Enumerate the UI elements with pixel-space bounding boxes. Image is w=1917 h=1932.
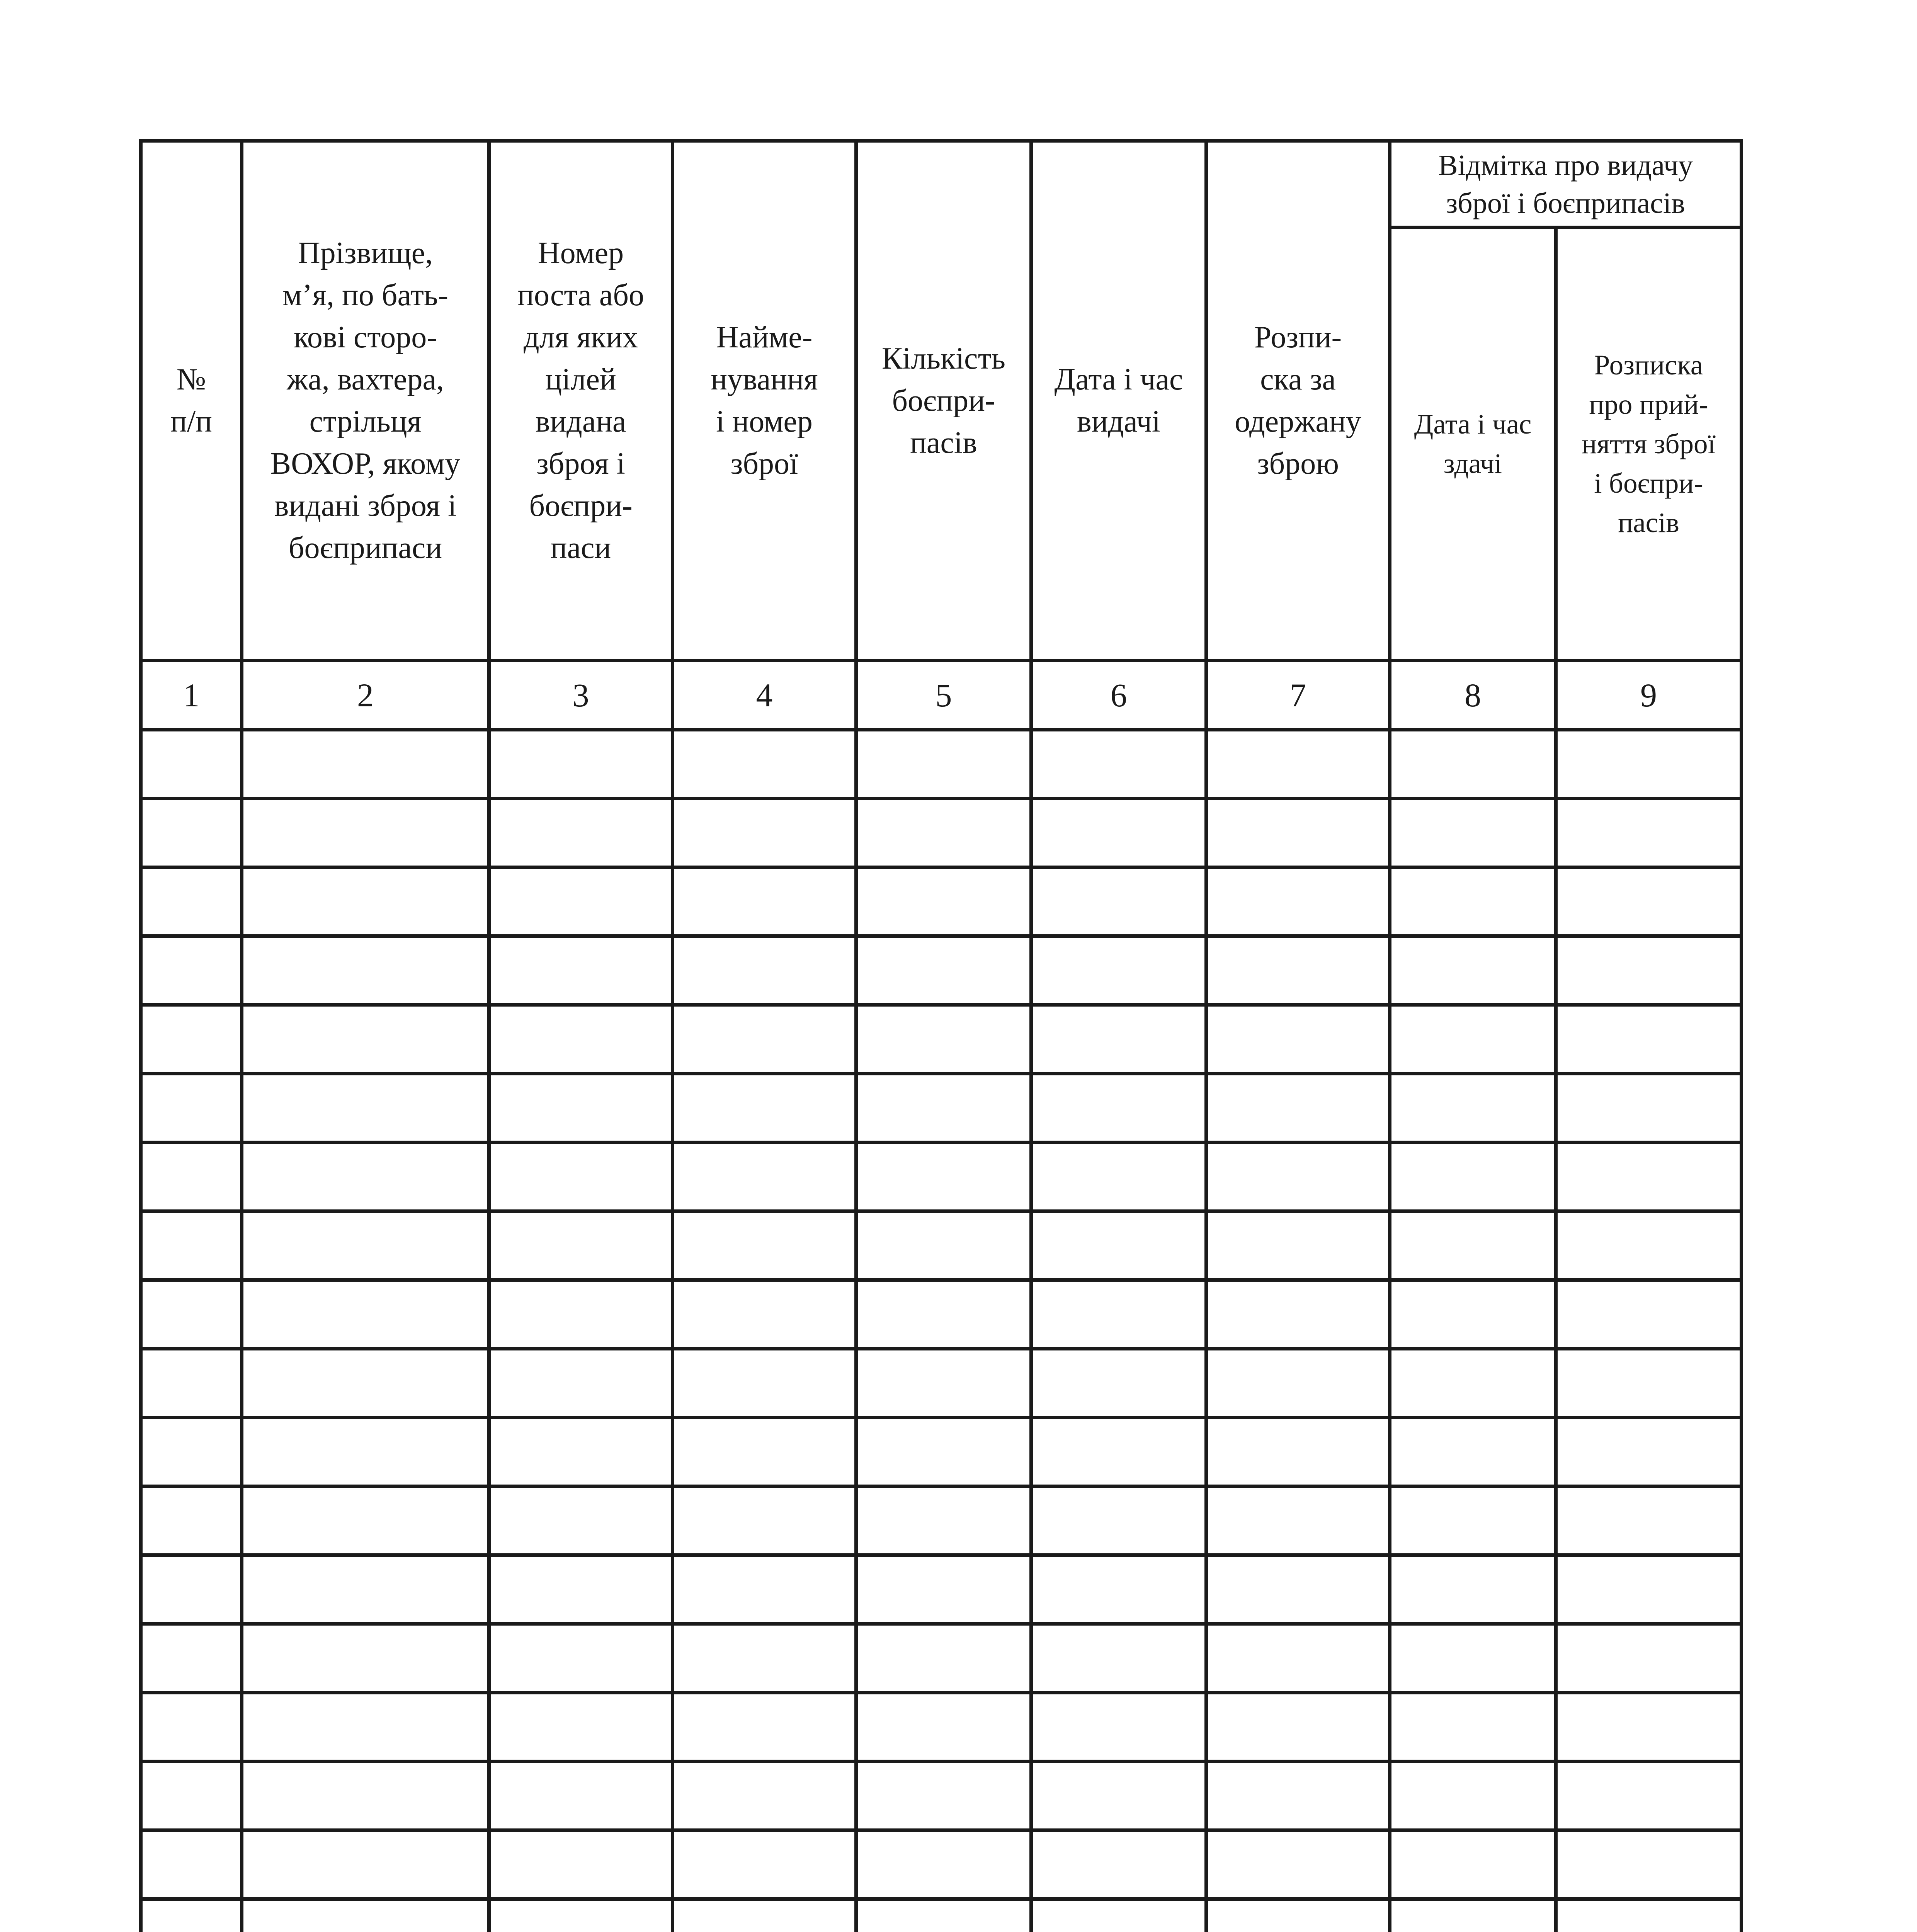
blank-entry-row (141, 1555, 1742, 1624)
blank-entry-cell[interactable] (856, 1143, 1031, 1211)
weapons-issue-register-table (139, 139, 1743, 1932)
blank-entry-cell[interactable] (856, 1074, 1031, 1143)
blank-entry-cell[interactable] (489, 1555, 673, 1624)
header-text-line: паси (550, 531, 611, 565)
blank-entry-cell[interactable] (1390, 1830, 1556, 1899)
blank-entry-cell[interactable] (141, 1830, 242, 1899)
blank-entry-cell[interactable] (1556, 1211, 1742, 1280)
blank-entry-cell[interactable] (1031, 799, 1206, 867)
blank-entry-cell[interactable] (1390, 799, 1556, 867)
blank-entry-cell[interactable] (1390, 1005, 1556, 1074)
blank-entry-row (141, 1486, 1742, 1555)
header-text-line: Розписка (1594, 349, 1703, 381)
header-text-line: Кількість (881, 341, 1006, 376)
blank-entry-cell[interactable] (489, 799, 673, 867)
blank-entry-cell[interactable] (1390, 1349, 1556, 1418)
blank-entry-cell[interactable] (242, 1005, 489, 1074)
blank-entry-cell[interactable] (141, 1005, 242, 1074)
blank-entry-cell[interactable] (141, 936, 242, 1005)
blank-entry-cell[interactable] (1206, 1486, 1390, 1555)
header-row-top (141, 141, 1742, 228)
blank-entry-cell[interactable] (1390, 1762, 1556, 1830)
column-number-cell: 2 (242, 661, 489, 730)
blank-entry-cell[interactable] (1031, 1280, 1206, 1349)
blank-entry-cell[interactable] (489, 1624, 673, 1693)
blank-entry-cell[interactable] (1390, 1624, 1556, 1693)
blank-entry-cell[interactable] (1031, 1005, 1206, 1074)
blank-entry-cell[interactable] (1206, 1899, 1390, 1932)
blank-entry-cell[interactable] (856, 1486, 1031, 1555)
blank-entry-cell[interactable] (242, 1143, 489, 1211)
header-text-line: зброю (1257, 447, 1339, 481)
blank-entry-cell[interactable] (673, 1624, 856, 1693)
blank-entry-cell[interactable] (856, 1349, 1031, 1418)
blank-entry-row (141, 867, 1742, 936)
header-issue-datetime-cell (1031, 141, 1206, 661)
blank-entry-cell[interactable] (1556, 1418, 1742, 1486)
blank-entry-cell[interactable] (1556, 936, 1742, 1005)
header-text-line: няття зброї (1582, 428, 1716, 460)
blank-entry-row (141, 1830, 1742, 1899)
blank-entry-cell[interactable] (856, 1762, 1031, 1830)
header-text-line: Дата і час (1414, 408, 1532, 440)
blank-entry-cell[interactable] (242, 1899, 489, 1932)
blank-entry-cell[interactable] (856, 1418, 1031, 1486)
blank-entry-cell[interactable] (242, 799, 489, 867)
blank-entry-row (141, 1211, 1742, 1280)
blank-entry-cell[interactable] (141, 1762, 242, 1830)
header-surname-cell (242, 141, 489, 661)
header-text-line: боєпри- (529, 489, 633, 523)
blank-entry-cell[interactable] (1556, 1349, 1742, 1418)
header-text-line: зброї (730, 447, 798, 481)
blank-entry-cell[interactable] (1556, 1762, 1742, 1830)
blank-entry-cell[interactable] (141, 1555, 242, 1624)
blank-entry-cell[interactable] (1390, 1143, 1556, 1211)
header-text-line: цілей (545, 362, 616, 397)
blank-entry-cell[interactable] (1206, 1830, 1390, 1899)
blank-entry-row (141, 1624, 1742, 1693)
header-text-line: боєприпаси (288, 531, 442, 565)
blank-entry-cell[interactable] (489, 1143, 673, 1211)
blank-entry-cell[interactable] (1031, 1349, 1206, 1418)
header-text-line: кові сторо- (294, 320, 437, 355)
blank-entry-cell[interactable] (1390, 1418, 1556, 1486)
blank-entry-cell[interactable] (1556, 1830, 1742, 1899)
blank-entry-cell[interactable] (242, 1762, 489, 1830)
blank-entry-cell[interactable] (856, 867, 1031, 936)
blank-entry-cell[interactable] (673, 1693, 856, 1762)
header-text-line: і боєпри- (1594, 468, 1703, 499)
blank-entry-cell[interactable] (1206, 1005, 1390, 1074)
blank-entry-cell[interactable] (489, 867, 673, 936)
blank-entry-cell[interactable] (1206, 1555, 1390, 1624)
header-text-line: пасів (910, 425, 977, 460)
blank-entry-cell[interactable] (242, 867, 489, 936)
blank-entry-cell[interactable] (856, 1624, 1031, 1693)
blank-entry-cell[interactable] (489, 936, 673, 1005)
blank-entry-cell[interactable] (1206, 1143, 1390, 1211)
blank-entry-cell[interactable] (673, 730, 856, 799)
blank-entry-cell[interactable] (141, 1143, 242, 1211)
blank-entry-cell[interactable] (1390, 1211, 1556, 1280)
header-text-line: Дата і час (1054, 362, 1183, 397)
blank-entry-cell[interactable] (673, 936, 856, 1005)
blank-entry-cell[interactable] (489, 1074, 673, 1143)
blank-entry-cell[interactable] (856, 1830, 1031, 1899)
blank-entry-cell[interactable] (856, 1555, 1031, 1624)
blank-entry-cell[interactable] (673, 1555, 856, 1624)
blank-entry-cell[interactable] (1556, 1624, 1742, 1693)
blank-entry-cell[interactable] (1390, 1693, 1556, 1762)
blank-entry-cell[interactable] (1390, 1074, 1556, 1143)
blank-entry-cell[interactable] (489, 1830, 673, 1899)
blank-entry-row (141, 936, 1742, 1005)
blank-entry-cell[interactable] (1206, 799, 1390, 867)
header-return-datetime-cell (1390, 228, 1556, 661)
blank-entry-cell[interactable] (856, 730, 1031, 799)
blank-entry-cell[interactable] (242, 1349, 489, 1418)
header-text-line: Розпи- (1254, 320, 1342, 355)
blank-entry-cell[interactable] (141, 867, 242, 936)
blank-entry-cell[interactable] (141, 730, 242, 799)
blank-entry-cell[interactable] (141, 1899, 242, 1932)
blank-entry-cell[interactable] (1031, 1143, 1206, 1211)
column-number-cell: 1 (141, 661, 242, 730)
column-number-cell: 3 (489, 661, 673, 730)
blank-entry-cell[interactable] (1031, 936, 1206, 1005)
blank-entry-row (141, 1762, 1742, 1830)
blank-entry-cell[interactable] (141, 1211, 242, 1280)
blank-entry-cell[interactable] (673, 1418, 856, 1486)
header-text-line: видані зброя і (274, 489, 457, 523)
header-text-line: боєпри- (892, 383, 995, 418)
blank-entry-cell[interactable] (673, 1211, 856, 1280)
blank-entry-cell[interactable] (673, 1074, 856, 1143)
blank-entry-cell[interactable] (489, 1349, 673, 1418)
blank-entry-cell[interactable] (242, 1211, 489, 1280)
blank-entry-cell[interactable] (1206, 1280, 1390, 1349)
blank-entry-cell[interactable] (673, 1280, 856, 1349)
blank-entry-cell[interactable] (1556, 1280, 1742, 1349)
blank-entry-cell[interactable] (673, 1899, 856, 1932)
blank-entry-cell[interactable] (1390, 1555, 1556, 1624)
blank-entry-cell[interactable] (1390, 1486, 1556, 1555)
blank-entry-row (141, 799, 1742, 867)
column-number-row (141, 661, 1742, 730)
blank-entry-cell[interactable] (1556, 1005, 1742, 1074)
blank-entry-cell[interactable] (1031, 1624, 1206, 1693)
header-weapon-name-cell (673, 141, 856, 661)
blank-entry-cell[interactable] (1206, 1211, 1390, 1280)
header-text-line: нування (711, 362, 818, 397)
header-text-line: і номер (716, 405, 813, 439)
blank-entry-cell[interactable] (141, 799, 242, 867)
blank-entry-cell[interactable] (489, 1418, 673, 1486)
header-post-number-cell (489, 141, 673, 661)
blank-entry-cell[interactable] (489, 1280, 673, 1349)
blank-entry-cell[interactable] (673, 799, 856, 867)
blank-entry-cell[interactable] (856, 936, 1031, 1005)
blank-entry-cell[interactable] (1390, 730, 1556, 799)
header-text-line: Номер (538, 236, 624, 270)
blank-entry-row (141, 1693, 1742, 1762)
blank-entry-cell[interactable] (1556, 1555, 1742, 1624)
blank-entry-cell[interactable] (489, 1005, 673, 1074)
blank-entry-row (141, 1899, 1742, 1932)
blank-entry-cell[interactable] (1556, 1143, 1742, 1211)
header-text-line: для яких (524, 320, 638, 355)
header-text-line: видачі (1077, 405, 1161, 439)
blank-entry-cell[interactable] (141, 1349, 242, 1418)
blank-entry-cell[interactable] (242, 1418, 489, 1486)
blank-entry-cell[interactable] (141, 1280, 242, 1349)
blank-entry-cell[interactable] (141, 1624, 242, 1693)
blank-entry-cell[interactable] (1031, 1899, 1206, 1932)
blank-entry-cell[interactable] (242, 1693, 489, 1762)
header-text-line: № (176, 362, 206, 397)
blank-entry-cell[interactable] (242, 1486, 489, 1555)
header-text-line: м’я, по бать- (282, 278, 449, 313)
blank-entry-row (141, 1280, 1742, 1349)
blank-entry-cell[interactable] (673, 1349, 856, 1418)
blank-entry-cell[interactable] (1206, 1693, 1390, 1762)
blank-entry-cell[interactable] (1206, 1624, 1390, 1693)
blank-entry-cell[interactable] (1031, 1211, 1206, 1280)
column-number-cell: 7 (1206, 661, 1390, 730)
header-text-line: жа, вахтера, (287, 362, 444, 397)
blank-entry-cell[interactable] (489, 1486, 673, 1555)
column-number-cell: 4 (673, 661, 856, 730)
blank-entry-cell[interactable] (856, 1211, 1031, 1280)
blank-entry-cell[interactable] (673, 1143, 856, 1211)
header-text-line: зброя і (536, 447, 625, 481)
blank-entry-row (141, 1143, 1742, 1211)
header-text-line: ВОХОР, якому (270, 447, 461, 481)
blank-entry-cell[interactable] (856, 1280, 1031, 1349)
blank-entry-cell[interactable] (1206, 1418, 1390, 1486)
blank-entry-cell[interactable] (1031, 1693, 1206, 1762)
blank-entry-cell[interactable] (1390, 1899, 1556, 1932)
blank-entry-cell[interactable] (856, 799, 1031, 867)
blank-entry-cell[interactable] (1031, 1762, 1206, 1830)
blank-entry-cell[interactable] (489, 730, 673, 799)
header-acceptance-signature-cell (1556, 228, 1742, 661)
blank-entry-cell[interactable] (141, 1418, 242, 1486)
header-receipt-signature-cell (1206, 141, 1390, 661)
blank-entry-cell[interactable] (1206, 867, 1390, 936)
blank-entry-cell[interactable] (242, 1280, 489, 1349)
blank-entry-cell[interactable] (673, 1830, 856, 1899)
blank-entry-cell[interactable] (242, 936, 489, 1005)
blank-entry-cell[interactable] (242, 1555, 489, 1624)
blank-entry-row (141, 1074, 1742, 1143)
header-text-line: Відмітка про видачу (1438, 149, 1693, 182)
blank-entry-cell[interactable] (489, 1211, 673, 1280)
blank-entry-cell[interactable] (141, 1486, 242, 1555)
blank-entry-cell[interactable] (1390, 1280, 1556, 1349)
header-ammo-quantity-cell (856, 141, 1031, 661)
blank-entry-cell[interactable] (242, 1830, 489, 1899)
blank-entry-cell[interactable] (1031, 1486, 1206, 1555)
blank-entry-cell[interactable] (1031, 1555, 1206, 1624)
blank-entry-cell[interactable] (141, 1693, 242, 1762)
blank-entry-cell[interactable] (1206, 730, 1390, 799)
header-text-line: Найме- (716, 320, 813, 355)
blank-entry-cell[interactable] (856, 1693, 1031, 1762)
header-text-line: здачі (1443, 448, 1502, 480)
column-number-cell: 5 (856, 661, 1031, 730)
blank-entry-cell[interactable] (242, 1074, 489, 1143)
blank-entry-cell[interactable] (673, 1762, 856, 1830)
header-text-line: одержану (1235, 405, 1361, 439)
header-text-line: про прий- (1589, 389, 1708, 420)
blank-entry-cell[interactable] (1031, 867, 1206, 936)
header-text-line: Прізвище, (298, 236, 433, 270)
blank-entry-cell[interactable] (856, 1899, 1031, 1932)
blank-entry-cell[interactable] (1206, 1349, 1390, 1418)
blank-entry-cell[interactable] (1031, 1830, 1206, 1899)
header-text-line: пасів (1618, 507, 1679, 539)
blank-entry-cell[interactable] (1556, 867, 1742, 936)
blank-entry-cell[interactable] (1556, 1074, 1742, 1143)
blank-entry-cell[interactable] (1206, 1762, 1390, 1830)
blank-entry-cell[interactable] (1031, 1074, 1206, 1143)
blank-entry-cell[interactable] (1556, 1486, 1742, 1555)
blank-entry-cell[interactable] (673, 1005, 856, 1074)
header-text-line: п/п (170, 405, 212, 439)
blank-entry-cell[interactable] (489, 1693, 673, 1762)
blank-entry-cell[interactable] (673, 1486, 856, 1555)
blank-entry-cell[interactable] (489, 1762, 673, 1830)
blank-entry-cell[interactable] (1206, 936, 1390, 1005)
blank-entry-row (141, 1005, 1742, 1074)
blank-entry-cell[interactable] (673, 867, 856, 936)
blank-entry-cell[interactable] (1390, 867, 1556, 936)
header-text-line: видана (535, 405, 626, 439)
header-issue-mark-group-cell (1390, 141, 1742, 228)
blank-entry-cell[interactable] (141, 1074, 242, 1143)
blank-entry-cell[interactable] (1556, 1899, 1742, 1932)
blank-entry-cell[interactable] (1031, 1418, 1206, 1486)
header-text-line: стрільця (309, 405, 422, 439)
blank-entry-cell[interactable] (1031, 730, 1206, 799)
blank-entry-cell[interactable] (1556, 1693, 1742, 1762)
header-text-line: поста або (517, 278, 644, 313)
blank-entry-cell[interactable] (489, 1899, 673, 1932)
blank-entry-cell[interactable] (1206, 1074, 1390, 1143)
blank-entry-cell[interactable] (1556, 730, 1742, 799)
blank-entry-cell[interactable] (242, 730, 489, 799)
blank-entry-cell[interactable] (856, 1005, 1031, 1074)
blank-entry-row (141, 1349, 1742, 1418)
blank-entry-row (141, 1418, 1742, 1486)
column-number-cell: 8 (1390, 661, 1556, 730)
header-text-line: зброї і боєприпасів (1446, 187, 1685, 219)
blank-entry-cell[interactable] (1390, 936, 1556, 1005)
column-number-cell: 9 (1556, 661, 1742, 730)
column-number-cell: 6 (1031, 661, 1206, 730)
blank-entry-cell[interactable] (242, 1624, 489, 1693)
blank-entry-row (141, 730, 1742, 799)
header-text-line: ска за (1260, 362, 1336, 397)
blank-entry-cell[interactable] (1556, 799, 1742, 867)
header-number-cell (141, 141, 242, 661)
